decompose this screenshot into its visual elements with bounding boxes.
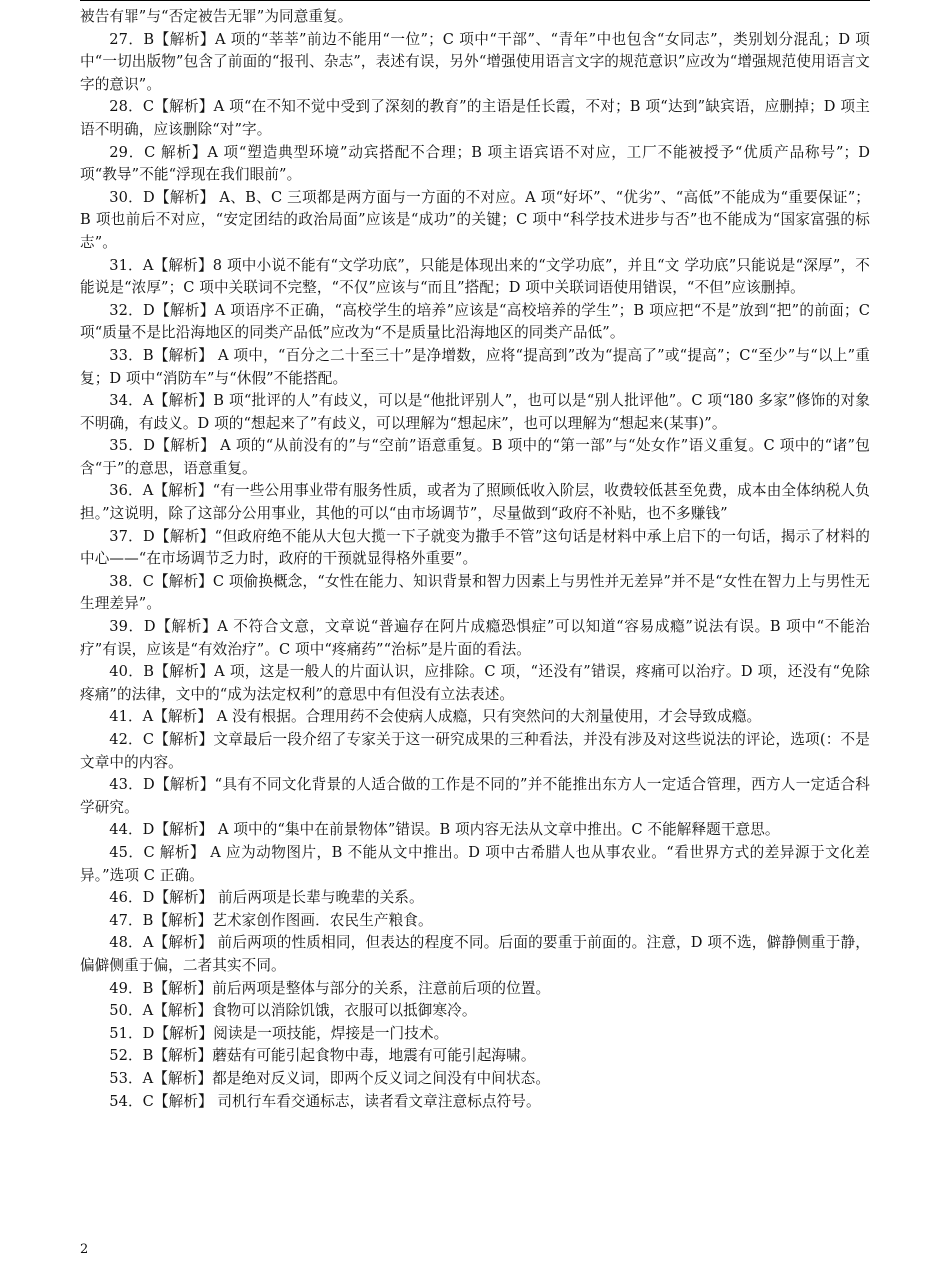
answer-37: 37．D【解析】“但政府绝不能从大包大揽一下子就变为撒手不管”这句话是材料中承上启下的一句话，揭示了材料的中心——“在市场调节乏力时，政府的干预就显得格外重要”。 [80,527,870,568]
answer-50: 50．A【解析】食物可以消除饥饿，衣服可以抵御寒冷。 [109,1002,477,1020]
answer-54: 54．C【解析】 司机行车看交通标志，读者看文章注意标点符号。 [109,1092,541,1110]
answer-41: 41．A【解析】 A 没有根据。合理用药不会使病人成瘾，只有突然问的大剂量使用，才会导致成瘾。 [109,708,762,726]
answer-43: 43．D【解析】“具有不同文化背景的人适合做的工作是不同的”并不能推出东方人一定适合管理，西方人一定适合科学研究。 [80,776,870,816]
answer-38: 38．C【解析】C 项偷换概念，“女性在能力、知识背景和智力因素上与男性并无差异”并不是“女性在智力上与男性无生理差异”。 [80,572,870,613]
answer-39: 39．D【解析】A 不符合文意，文章说“普遍存在阿片成瘾恐惧症”可以知道“容易成瘾”说法有误。B 项中“不能治疗”有误，应该是“有效治疗”。C 项中“疼痛药”“治标”是片面的看法。 [80,618,870,658]
answer-33: 33．B【解析】 A 项中，“百分之二十至三十”是净增数，应将“提高到”改为“提高了”或“提高”；C“至少”与“以上”重复；D 项中“消防车”与“休假”不能搭配。 [80,346,870,387]
answer-51: 51．D【解析】阅读是一项技能，焊接是一门技术。 [109,1024,449,1042]
answer-47: 47．B【解析】艺术家创作图画．农民生产粮食。 [109,911,433,929]
top-rule [80,0,870,1]
answer-42: 42．C【解析】文章最后一段介绍了专家关于这一研究成果的三种看法，并没有涉及对这些说法的评论，选项(：不是文章中的内容。 [80,731,870,771]
answer-48: 48．A【解析】 前后两项的性质相同，但表达的程度不同。后面的要重于前面的。注意，D 项不选，僻静侧重于静，偏僻侧重于偏，二者其实不同。 [80,934,870,974]
answer-explanations [80,6,870,1113]
answer-40: 40．B【解析】A 项，这是一般人的片面认识，应排除。C 项，“还没有”错误，疼痛可以治疗。D 项，还没有“免除疼痛”的法律，文中的“成为法定权利”的意思中有但没有立法表述。 [80,663,870,703]
answer-45: 45．C 解析】 A 应为动物图片，B 不能从文中推出。D 项中古希腊人也从事农业。“看世界方式的差异源于文化差异。”选项 C 正确。 [80,843,870,884]
answer-46: 46．D【解析】 前后两项是长辈与晚辈的关系。 [109,889,424,907]
answer-35: 35．D【解析】 A 项的“从前没有的”与“空前”语意重复。B 项中的“第一部”与“处女作”语义重复。C 项中的“诸”包含“于”的意思，语意重复。 [80,437,870,477]
answer-28: 28．C【解析】A 项“在不知不觉中受到了深刻的教育”的主语是任长霞，不对；B 项“达到”缺宾语，应删掉；D 项主语不明确，应该删除“对”字。 [80,98,870,138]
answer-36: 36．A【解析】“有一些公用事业带有服务性质，或者为了照顾低收入阶层，收费较低甚至免费，成本由全体纳税人负担。”这说明，除了这部分公用事业，其他的可以“由市场调节”，尽量做到“政府不补贴，也不多赚钱” [80,482,870,523]
answer-49: 49．B【解析】前后两项是整体与部分的关系，注意前后项的位置。 [109,979,551,997]
answer-27: 27．B【解析】A 项的“莘莘”前边不能用“一位”；C 项中“干部”、“青年”中也包含“女同志”，类别划分混乱；D 项中“一切出版物”包含了前面的“报刊、杂志”，表述有误，另外“增强使用语言文字的规范意识”应改为“增强规范使用语言文字的意识”。 [80,30,870,93]
page-number: 2 [80,1242,89,1257]
paragraph-continuation: 被告有罪”与“否定被告无罪”为同意重复。 [80,8,353,25]
answer-34: 34．A【解析】B 项“批评的人”有歧义，可以是“他批评别人”，也可以是“别人批评他”。C 项“l80 多家”修饰的对象不明确，有歧义。D 项的“想起来了”有歧义，可以理解为“想起床”，也可以理解为“想起来(某事)”。 [80,392,870,432]
answer-32: 32．D【解析】A 项语序不正确，“高校学生的培养”应该是“高校培养的学生”；B 项应把“不是”放到“把”的前面；C 项“质量不是比沿海地区的同类产品低”应改为“不是质量比沿海地区的同类产品低”。 [80,301,870,342]
answer-44: 44．D【解析】 A 项中的“集中在前景物体”错误。B 项内容无法从文章中推出。C 不能解释题干意思。 [109,821,780,839]
answer-53: 53．A【解析】都是绝对反义词，即两个反义词之间没有中间状态。 [109,1069,551,1087]
answer-52: 52．B【解析】蘑菇有可能引起食物中毒，地震有可能引起海啸。 [109,1047,536,1065]
answer-31: 31．A【解析】8 项中小说不能有“文学功底”，只能是体现出来的“文学功底”，并且“文 学功底”只能说是“深厚”，不能说是“浓厚”；C 项中关联词不完整，“不仅”应该与“而且”搭配；D 项中关联词语使用错误，“不但”应该删掉。 [80,256,870,297]
answer-30: 30．D【解析】 A、B、C 三项都是两方面与一方面的不对应。A 项“好坏”、“优劣”、“高低”不能成为“重要保证”；B 项也前后不对应，“安定团结的政治局面”应该是“成功”的关键；C 项中“科学技术进步与否”也不能成为“国家富强的标志”。 [80,188,870,251]
answer-29: 29．C 解析】A 项“塑造典型环境”动宾搭配不合理；B 项主语宾语不对应，工厂不能被授予“优质产品称号”；D 项“教导”不能“浮现在我们眼前”。 [80,143,870,184]
